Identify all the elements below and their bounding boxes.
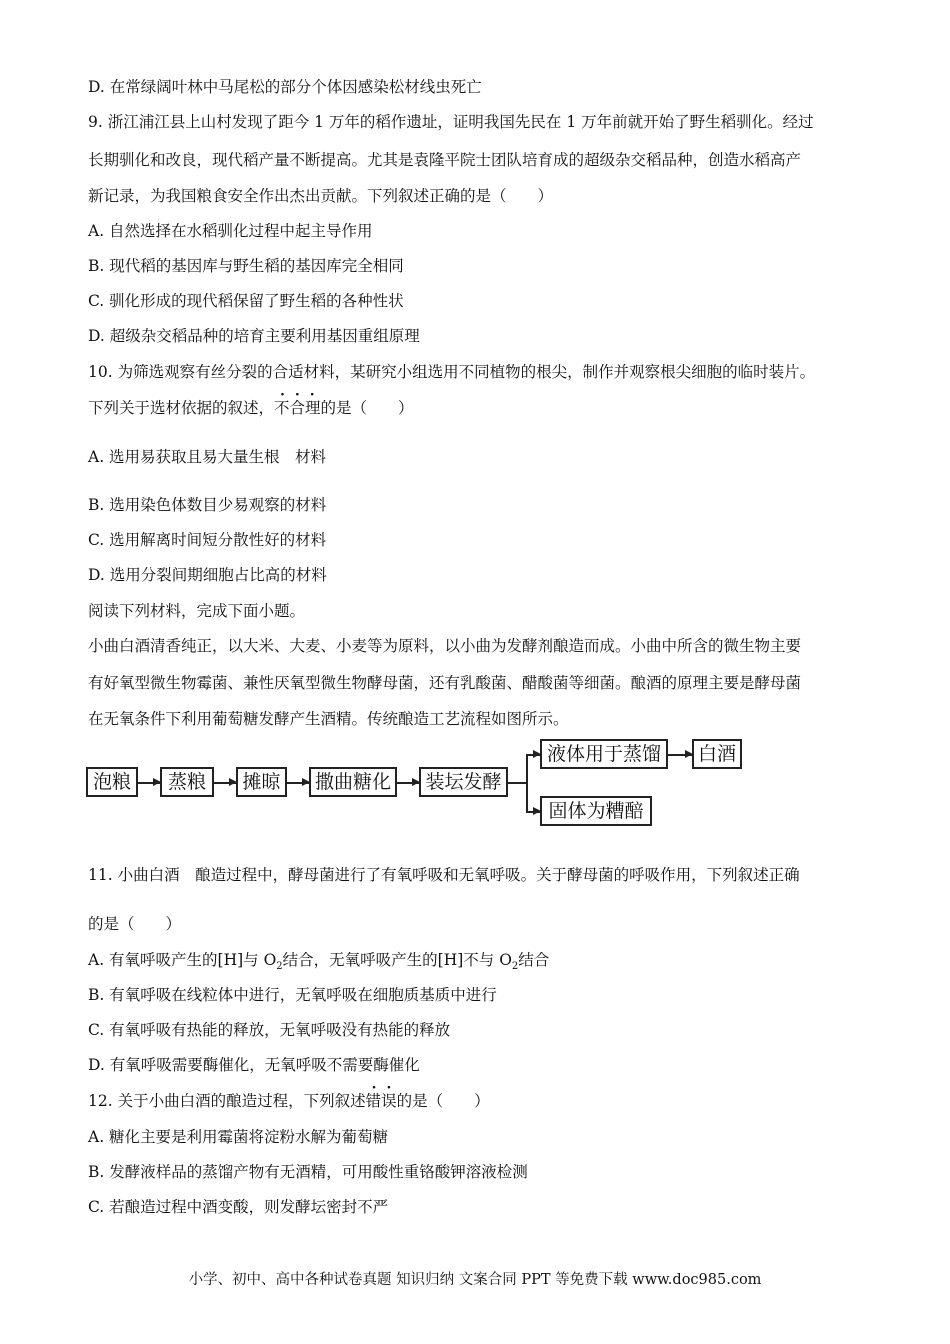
q9-option-d: D. 超级杂交稻品种的培育主要利用基因重组原理 xyxy=(88,327,420,345)
q11-stem-line2: 的是（ ） xyxy=(88,915,182,933)
q12-option-c: C. 若酿造过程中酒变酸，则发酵坛密封不严 xyxy=(88,1198,389,1216)
q9-stem-line1: 9. 浙江浦江县上山村发现了距今 1 万年的稻作遗址，证明我国先民在 1 万年前就开始了野生稻驯化。经过 xyxy=(88,113,814,131)
reading-para-line3: 在无氧条件下利用葡萄糖发酵产生酒精。传统酿造工艺流程如图所示。 xyxy=(88,710,569,728)
page-footer: 小学、初中、高中各种试卷真题 知识归纳 文案合同 PPT 等免费下载 www.doc985.com xyxy=(188,1272,762,1288)
flow-arrow xyxy=(526,754,540,756)
emphasis-wrong: ·· 错误 xyxy=(366,1091,397,1111)
q10-option-c: C. 选用解离时间短分散性好的材料 xyxy=(88,531,327,549)
q11-option-b: B. 有氧呼吸在线粒体中进行，无氧呼吸在细胞质基质中进行 xyxy=(88,986,497,1004)
q10-option-a: A. 选用易获取且易大量生根 材料 xyxy=(88,448,327,466)
flow-arrow xyxy=(138,782,160,784)
flow-arrow xyxy=(214,782,236,784)
flow-step-steam: 蒸粮 xyxy=(160,767,214,797)
reading-intro: 阅读下列材料，完成下面小题。 xyxy=(88,602,306,620)
flow-arrow xyxy=(397,782,419,784)
emphasis-not-reasonable: ··· 不合理 xyxy=(274,398,321,418)
flow-liquid-distill: 液体用于蒸馏 xyxy=(540,739,668,769)
q10-stem-line2: 下列关于选材依据的叙述，··· 不合理的是（ ） xyxy=(88,398,414,418)
q12-option-b: B. 发酵液样品的蒸馏产物有无酒精，可用酸性重铬酸钾溶液检测 xyxy=(88,1163,528,1181)
q12-stem: 12. 关于小曲白酒的酿造过程，下列叙述·· 错误的是（ ） xyxy=(88,1091,490,1111)
q9-stem-line3: 新记录，为我国粮食安全作出杰出贡献。下列叙述正确的是（ ） xyxy=(88,187,554,205)
flow-solid-residue: 固体为糟醅 xyxy=(540,796,652,826)
q9-option-a: A. 自然选择在水稻驯化过程中起主导作用 xyxy=(88,222,373,240)
q11-option-c: C. 有氧呼吸有热能的释放，无氧呼吸没有热能的释放 xyxy=(88,1021,451,1039)
q9-option-c: C. 驯化形成的现代稻保留了野生稻的各种性状 xyxy=(88,292,404,310)
reading-para-line2: 有好氧型微生物霉菌、兼性厌氧型微生物酵母菌，还有乳酸菌、醋酸菌等细菌。酿酒的原理主要是酵母菌 xyxy=(88,674,802,692)
q10-option-b: B. 选用染色体数目少易观察的材料 xyxy=(88,496,327,514)
flow-arrow xyxy=(668,754,692,756)
q9-stem-line2: 长期驯化和改良，现代稻产量不断提高。尤其是袁隆平院士团队培育成的超级杂交稻品种，创造水稻高产 xyxy=(88,151,802,169)
flow-step-soak: 泡粮 xyxy=(86,767,138,797)
q9-option-b: B. 现代稻的基因库与野生稻的基因库完全相同 xyxy=(88,257,404,275)
reading-para-line1: 小曲白酒清香纯正，以大米、大麦、小麦等为原料，以小曲为发酵剂酿造而成。小曲中所含的微生物主要 xyxy=(88,637,802,655)
q10-stem-line1: 10. 为筛选观察有丝分裂的合适材料，某研究小组选用不同植物的根尖，制作并观察根尖细胞的临时装片。 xyxy=(88,363,816,381)
q11-option-a: A. 有氧呼吸产生的[H]与 $O_2$结合，无氧呼吸产生的[H]不与 $O_2$结合 xyxy=(88,951,550,973)
flow-arrow xyxy=(287,782,309,784)
flow-step-ferment: 装坛发酵 xyxy=(419,767,508,797)
flow-step-saccharify: 撒曲糖化 xyxy=(309,767,397,797)
flow-arrow xyxy=(526,811,540,813)
flow-branch-line xyxy=(508,782,526,784)
q11-option-d: D. 有氧呼吸需要酶催化，无氧呼吸不需要酶催化 xyxy=(88,1056,420,1074)
q12-option-a: A. 糖化主要是利用霉菌将淀粉水解为葡萄糖 xyxy=(88,1128,389,1146)
q10-option-d: D. 选用分裂间期细胞占比高的材料 xyxy=(88,566,327,584)
flow-step-cool: 摊晾 xyxy=(236,767,287,797)
flow-branch-vertical xyxy=(526,754,528,812)
q11-stem-line1: 11. 小曲白酒 酿造过程中，酵母菌进行了有氧呼吸和无氧呼吸。关于酵母菌的呼吸作用，下列叙述正确 xyxy=(88,866,800,884)
q8-option-d: D. 在常绿阔叶林中马尾松的部分个体因感染松材线虫死亡 xyxy=(88,78,482,96)
flow-liquor: 白酒 xyxy=(692,739,742,769)
